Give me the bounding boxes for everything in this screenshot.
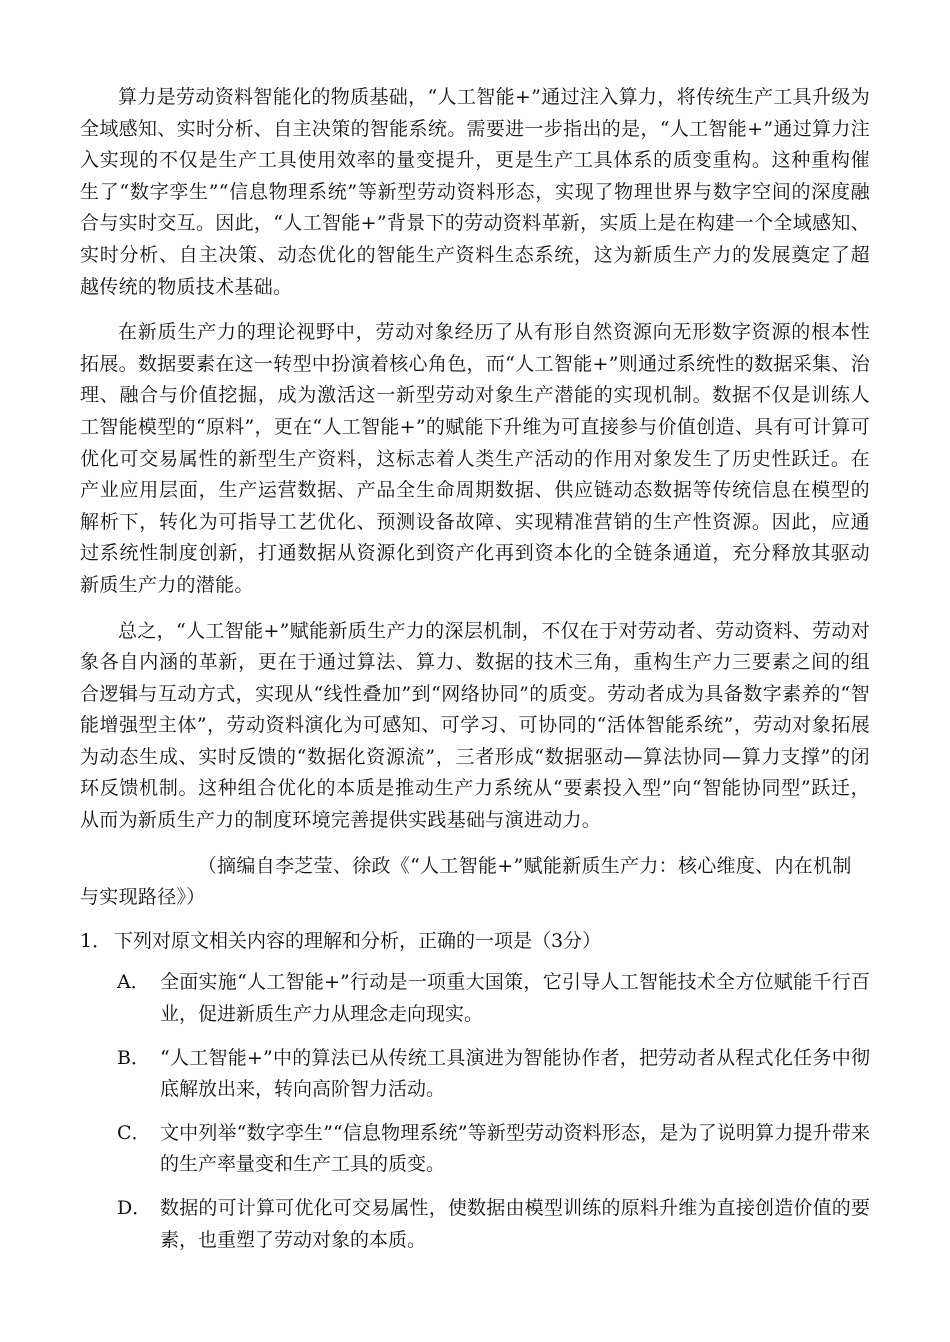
question-1-stem: [80, 926, 870, 958]
article-paragraph-2: 在新质生产力的理论视野中，劳动对象经历了从有形自然资源向无形数字资源的根本性拓展。数据要素在这一转型中扮演着核心角色，而“人工智能+”则通过系统性的数据采集、治理、融合与价值挖掘，成为激活这一新型劳动对象生产潜能的实现机制。数据不仅是训练人工智能模型的“原料”，更在“人工智能+”的赋能下升维为可直接参与价值创造、具有可计算可优化可交易属性的新型生产资料，这标志着人类生产活动的作用对象发生了历史性跃迁。在产业应用层面，生产运营数据、产品全生命周期数据、供应链动态数据等传统信息在模型的解析下，转化为可指导工艺优化、预测设备故障、实现精准营销的生产性资源。因此，应通过系统性制度创新，打通数据从资源化到资产化再到资本化的全链条通道，充分释放其驱动新质生产力的潜能。: [80, 321, 870, 596]
answer-options: [80, 967, 870, 1256]
question-number: 1．: [80, 929, 112, 952]
option-text: 数据的可计算可优化可交易属性，使数据由模型训练的原料升维为直接创造价值的要素，也重塑了劳动对象的本质。: [160, 1197, 870, 1251]
option-letter: C．: [117, 1121, 151, 1144]
option-d: [80, 1193, 870, 1256]
option-letter: B．: [117, 1046, 150, 1069]
option-letter: A．: [117, 971, 150, 994]
option-a: [80, 967, 870, 1030]
option-text: “人工智能+”中的算法已从传统工具演进为智能协作者，把劳动者从程式化任务中彻底解放出来，转向高阶智力活动。: [160, 1046, 870, 1101]
document-page: [80, 82, 870, 1268]
option-text: 文中列举“数字孪生”“信息物理系统”等新型劳动资料形态，是为了说明算力提升带来的生产率量变和生产工具的质变。: [160, 1121, 870, 1176]
option-letter: D．: [117, 1197, 152, 1219]
article-paragraph-1: 算力是劳动资料智能化的物质基础，“人工智能+”通过注入算力，将传统生产工具升级为全域感知、实时分析、自主决策的智能系统。需要进一步指出的是，“人工智能+”通过算力注入实现的不仅是生产工具使用效率的量变提升，更是生产工具体系的质变重构。这种重构催生了“数字孪生”“信息物理系统”等新型劳动资料形态，实现了物理世界与数字空间的深度融合与实时交互。因此，“人工智能+”背景下的劳动资料革新，实质上是在构建一个全域感知、实时分析、自主决策、动态优化的智能生产资料生态系统，这为新质生产力的发展奠定了超越传统的物质技术基础。: [80, 86, 870, 298]
article-paragraph-3: 总之，“人工智能+”赋能新质生产力的深层机制，不仅在于对劳动者、劳动资料、劳动对象各自内涵的革新，更在于通过算法、算力、数据的技术三角，重构生产力三要素之间的组合逻辑与互动方式，实现从“线性叠加”到“网络协同”的质变。劳动者成为具备数字素养的“智能增强型主体”，劳动资料演化为可感知、可学习、可协同的“活体智能系统”，劳动对象拓展为动态生成、实时反馈的“数据化资源流”，三者形成“数据驱动—算法协同—算力支撑”的闭环反馈机制。这种组合优化的本质是推动生产力系统从“要素投入型”向“智能协同型”跃迁，从而为新质生产力的制度环境完善提供实践基础与演进动力。: [80, 619, 870, 832]
option-text: 全面实施“人工智能+”行动是一项重大国策，它引导人工智能技术全方位赋能千行百业，促进新质生产力从理念走向现实。: [160, 971, 870, 1026]
option-b: [80, 1043, 870, 1106]
option-c: [80, 1118, 870, 1181]
article-source-citation: （摘编自李芝莹、徐政《“人工智能+”赋能新质生产力：核心维度、内在机制与实现路径》）: [80, 854, 852, 909]
question-text: 下列对原文相关内容的理解和分析，正确的一项是（3分）: [114, 929, 602, 952]
